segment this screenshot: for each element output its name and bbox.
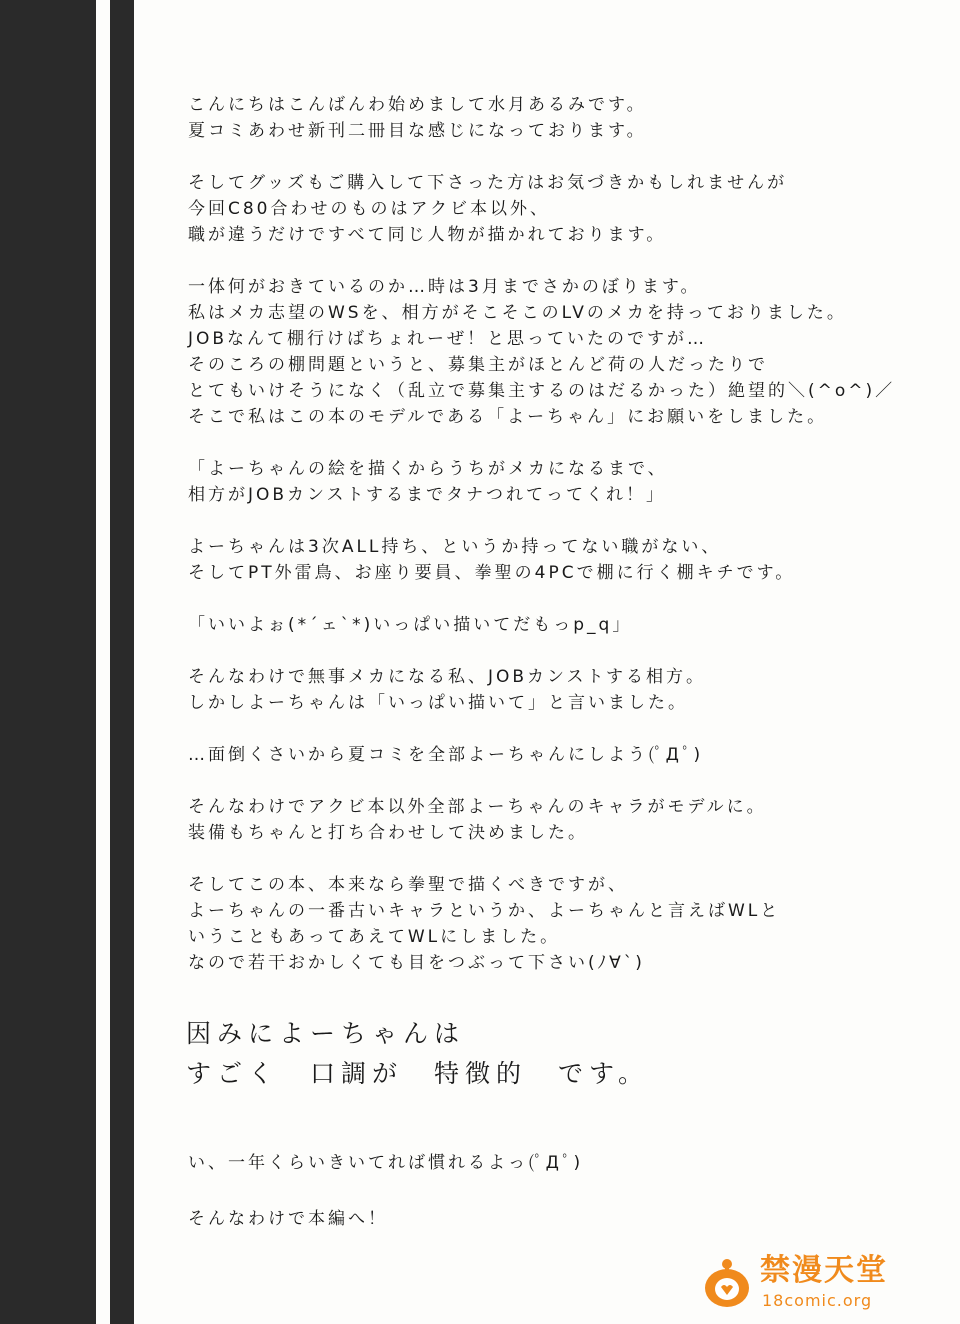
text-line: よーちゃんは3次ALL持ち、というか持ってない職がない、 <box>188 537 722 557</box>
paragraph <box>188 664 928 716</box>
paragraph <box>188 274 928 430</box>
text-line: 相方がJOBカンストするまでタナつれてってくれ！」 <box>188 485 667 505</box>
text-line: そのころの棚問題というと、募集主がほとんど荷の人だったりで <box>188 355 768 375</box>
text-line: そんなわけでアクビ本以外全部よーちゃんのキャラがモデルに。 <box>188 797 767 817</box>
left-margin-bar <box>0 0 96 1324</box>
emphasis-block <box>186 1014 926 1094</box>
watermark-title: 禁漫天堂 <box>760 1253 888 1288</box>
afterword-text <box>188 92 928 1002</box>
text-line: 一体何がおきているのか…時は3月までさかのぼります。 <box>188 277 701 297</box>
text-line: いうこともあってあえてWLにしました。 <box>188 927 561 947</box>
emphasis-line: すごく 口調が 特徴的 です。 <box>186 1059 650 1088</box>
text-line: …面倒くさいから夏コミを全部よーちゃんにしよう(ﾟДﾟ) <box>188 745 704 765</box>
text-line: そしてこの本、本来なら拳聖で描くべきですが、 <box>188 875 628 895</box>
text-line: そんなわけで本編へ！ <box>188 1209 388 1229</box>
site-watermark <box>700 1248 940 1314</box>
paragraph <box>188 92 928 144</box>
text-line: 「よーちゃんの絵を描くからうちがメカになるまで、 <box>188 459 668 479</box>
text-line: なので若干おかしくても目をつぶって下さい(ﾉ∀`) <box>188 953 645 973</box>
text-line: そんなわけで無事メカになる私、JOBカンストする相方。 <box>188 667 707 687</box>
paragraph <box>188 170 928 248</box>
paragraph <box>188 794 928 846</box>
watermark-url: 18comic.org <box>762 1291 873 1310</box>
text-line: 「いいよぉ(*´ェ`*)いっぱい描いてだもっp_q」 <box>188 615 633 635</box>
left-margin-gap <box>96 0 110 1324</box>
mascot-logo-icon <box>700 1256 754 1310</box>
text-line: 夏コミあわせ新刊二冊目な感じになっております。 <box>188 121 647 141</box>
paragraph <box>188 872 928 976</box>
text-line: 今回C80合わせのものはアクビ本以外、 <box>188 199 550 219</box>
text-line: よーちゃんの一番古いキャラというか、よーちゃんと言えばWLと <box>188 901 781 921</box>
text-line: しかしよーちゃんは「いっぱい描いて」と言いました。 <box>188 693 688 713</box>
text-line: こんにちはこんばんわ始めまして水月あるみです。 <box>188 95 647 115</box>
text-line: そこで私はこの本のモデルである「よーちゃん」にお願いをしました。 <box>188 407 828 427</box>
paragraph <box>188 742 928 768</box>
text-line: 装備もちゃんと打ち合わせして決めました。 <box>188 823 588 843</box>
emphasis-line: 因みによーちゃんは <box>186 1019 466 1048</box>
paragraph <box>188 1206 928 1232</box>
text-line: そしてPT外雷鳥、お座り要員、拳聖の4PCで棚に行く棚キチです。 <box>188 563 796 583</box>
text-line: い、一年くらいきいてれば慣れるよっ(ﾟДﾟ) <box>188 1153 584 1173</box>
paragraph <box>188 534 928 586</box>
paragraph <box>188 1150 928 1176</box>
text-line: そしてグッズもご購入して下さった方はお気づきかもしれませんが <box>188 173 788 193</box>
text-line: JOBなんて棚行けばちょれーぜ！と思っていたのですが… <box>188 329 708 349</box>
text-line: 職が違うだけですべて同じ人物が描かれております。 <box>188 225 667 245</box>
closing-text <box>188 1150 928 1262</box>
left-margin-inner-bar <box>110 0 134 1324</box>
text-line: とてもいけそうになく（乱立で募集主するのはだるかった）絶望的＼(^o^)／ <box>188 381 896 401</box>
paragraph <box>188 456 928 508</box>
text-line: 私はメカ志望のWSを、相方がそこそこのLVのメカを持っておりました。 <box>188 303 847 323</box>
paragraph <box>188 612 928 638</box>
